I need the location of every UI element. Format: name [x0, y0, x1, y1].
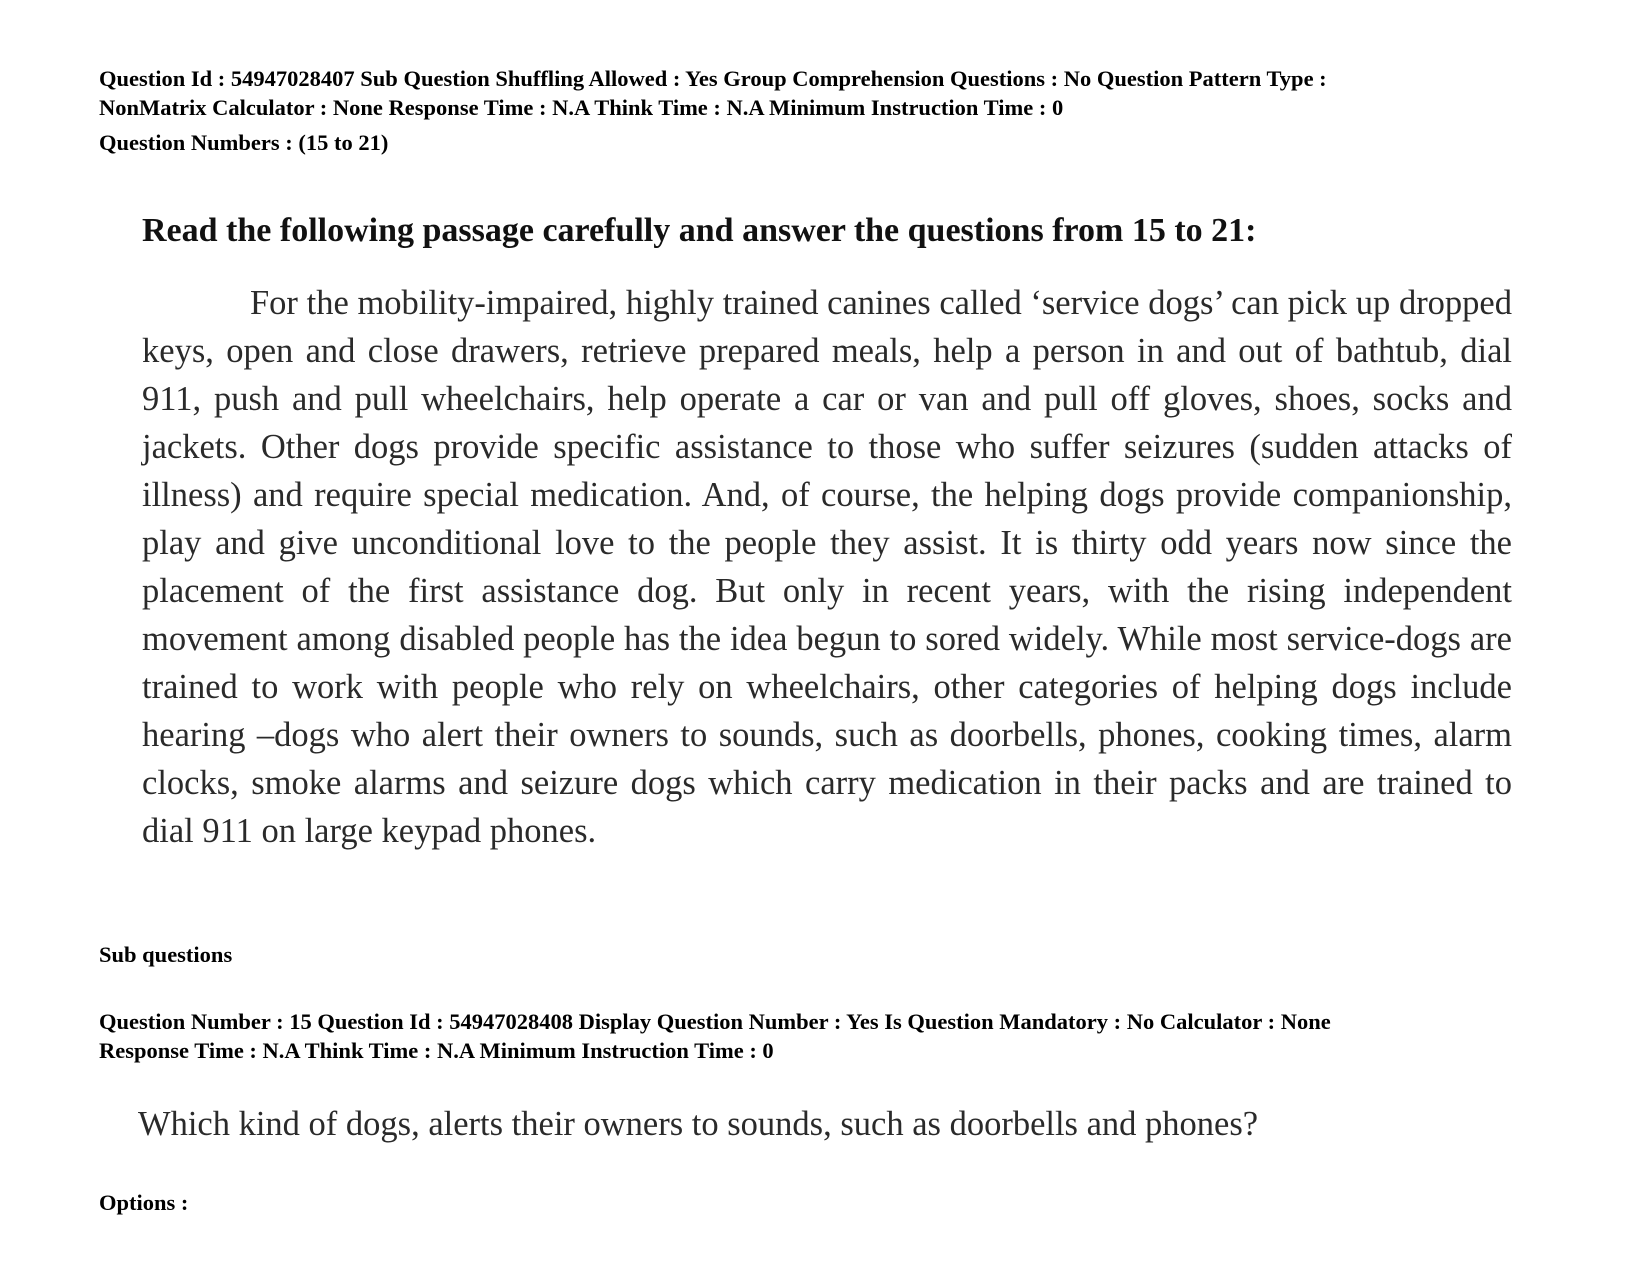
passage-block	[142, 205, 1512, 855]
question-15-text: Which kind of dogs, alerts their owners to sounds, such as doorbells and phones?	[138, 1105, 1259, 1143]
sub-questions-heading: Sub questions	[99, 942, 233, 967]
passage-text: For the mobility-impaired, highly trained canines called ‘service dogs’ can pick up dropped keys, open and close drawers, retrieve prepared meals, help a person in and out of bathtub, dial 911, push and pull wheelchairs, help operate a car or van and pull off gloves, shoes, socks and jackets. Other dogs provide specific assistance to those who suffer seizures (sudden attacks of illness) and require special medication. And, of course, the helping dogs provide companionship, play and give unconditional love to the people they assist. It is thirty odd years now since the placement of the first assistance dog. But only in recent years, with the rising independent movement among disabled people has the idea begun to sored widely. While most service-dogs are trained to work with people who rely on wheelchairs, other categories of helping dogs include hearing –dogs who alert their owners to sounds, such as doorbells, phones, cooking times, alarm clocks, smoke alarms and seizure dogs which carry medication in their packs and are trained to dial 911 on large keypad phones.	[142, 284, 1512, 850]
group-meta-line1: Question Id : 54947028407 Sub Question Shuffling Allowed : Yes Group Comprehension Questions : No Question Pattern Type :	[99, 66, 1327, 91]
question-15-metadata	[99, 1007, 1331, 1065]
group-meta-line2: NonMatrix Calculator : None Response Time : N.A Think Time : N.A Minimum Instruction Time : 0	[99, 95, 1064, 120]
options-heading: Options :	[99, 1190, 189, 1215]
question-15-meta-line2: Response Time : N.A Think Time : N.A Minimum Instruction Time : 0	[99, 1038, 774, 1063]
passage-heading: Read the following passage carefully and answer the questions from 15 to 21:	[142, 212, 1257, 249]
question-15-meta-line1: Question Number : 15 Question Id : 54947028408 Display Question Number : Yes Is Question Mandatory : No Calculator : None	[99, 1009, 1331, 1034]
question-numbers: Question Numbers : (15 to 21)	[99, 130, 389, 155]
group-metadata	[99, 64, 1327, 122]
